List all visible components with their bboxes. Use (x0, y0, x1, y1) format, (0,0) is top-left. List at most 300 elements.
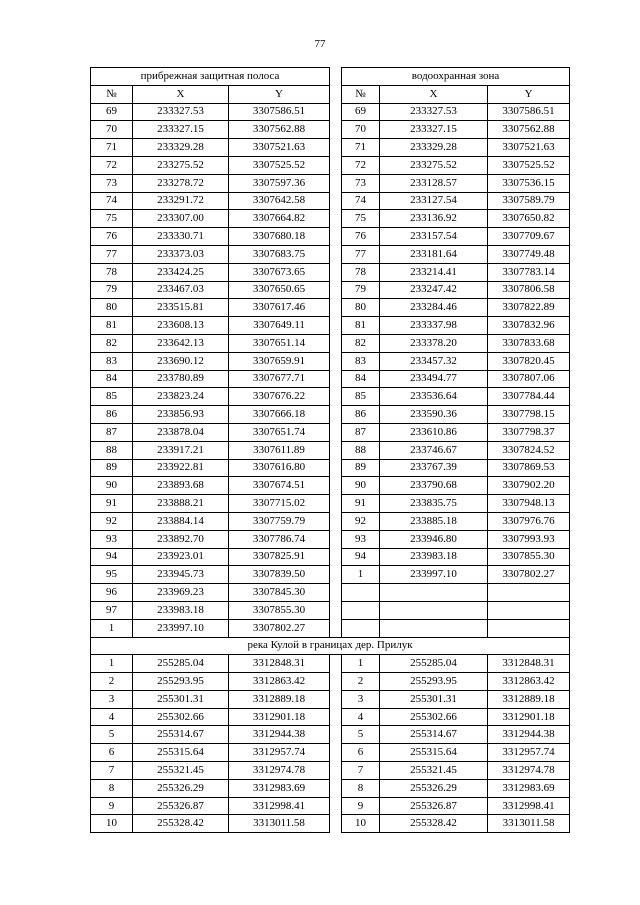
table-row (91, 317, 570, 335)
left-x-cell: 255302.66 (133, 708, 229, 726)
left-num-cell: 88 (91, 441, 133, 459)
left-num-cell: 1 (91, 655, 133, 673)
left-num-cell: 80 (91, 299, 133, 317)
left-x-cell: 233330.71 (133, 228, 229, 246)
left-num-cell: 6 (91, 744, 133, 762)
left-y-header: Y (229, 85, 330, 103)
column-gap (330, 690, 342, 708)
table-row (91, 245, 570, 263)
left-num-cell: 75 (91, 210, 133, 228)
right-y-cell: 3312863.42 (488, 673, 570, 691)
right-num-cell: 8 (342, 779, 380, 797)
table-row (91, 815, 570, 833)
table-row (91, 352, 570, 370)
left-num-cell: 4 (91, 708, 133, 726)
right-x-cell: 255302.66 (380, 708, 488, 726)
left-x-cell: 233945.73 (133, 566, 229, 584)
left-x-cell: 255293.95 (133, 673, 229, 691)
left-x-cell: 233467.03 (133, 281, 229, 299)
coordinates-table (90, 67, 570, 833)
right-section-title: водоохранная зона (342, 68, 570, 86)
left-num-cell: 1 (91, 619, 133, 637)
right-x-header: X (380, 85, 488, 103)
right-num-header: № (342, 85, 380, 103)
right-y-cell: 3307820.45 (488, 352, 570, 370)
right-num-cell: 72 (342, 156, 380, 174)
right-y-cell: 3307525.52 (488, 156, 570, 174)
left-y-cell: 3307562.88 (229, 121, 330, 139)
column-gap (330, 584, 342, 602)
right-num-cell: 80 (342, 299, 380, 317)
left-y-cell: 3307617.46 (229, 299, 330, 317)
section2-header-row (91, 637, 570, 655)
left-y-cell: 3307802.27 (229, 619, 330, 637)
right-y-cell (488, 601, 570, 619)
right-x-cell: 233885.18 (380, 512, 488, 530)
right-x-cell: 233835.75 (380, 495, 488, 513)
right-x-cell: 233275.52 (380, 156, 488, 174)
table-row (91, 690, 570, 708)
table-row (91, 139, 570, 157)
right-y-cell: 3307869.53 (488, 459, 570, 477)
column-gap (330, 423, 342, 441)
right-y-cell: 3307948.13 (488, 495, 570, 513)
right-y-cell: 3312889.18 (488, 690, 570, 708)
left-y-cell: 3307611.89 (229, 441, 330, 459)
right-y-cell: 3307589.79 (488, 192, 570, 210)
table-row (91, 477, 570, 495)
right-num-cell: 1 (342, 566, 380, 584)
right-y-cell (488, 584, 570, 602)
left-y-cell: 3307825.91 (229, 548, 330, 566)
left-y-cell: 3307845.30 (229, 584, 330, 602)
left-y-cell: 3307650.65 (229, 281, 330, 299)
left-x-cell: 233424.25 (133, 263, 229, 281)
left-x-cell: 233278.72 (133, 174, 229, 192)
right-x-cell: 233128.57 (380, 174, 488, 192)
column-gap (330, 85, 342, 103)
left-y-cell: 3313011.58 (229, 815, 330, 833)
left-x-cell: 255326.29 (133, 779, 229, 797)
right-num-cell: 10 (342, 815, 380, 833)
column-gap (330, 762, 342, 780)
table-row (91, 334, 570, 352)
left-x-cell: 233291.72 (133, 192, 229, 210)
right-y-cell: 3307536.15 (488, 174, 570, 192)
left-num-cell: 93 (91, 530, 133, 548)
left-x-cell: 233884.14 (133, 512, 229, 530)
section-header-row (91, 68, 570, 86)
left-x-cell: 233997.10 (133, 619, 229, 637)
column-header-row (91, 85, 570, 103)
right-num-cell: 88 (342, 441, 380, 459)
left-num-cell: 83 (91, 352, 133, 370)
right-num-cell: 85 (342, 388, 380, 406)
left-y-cell: 3307651.74 (229, 423, 330, 441)
left-y-cell: 3312974.78 (229, 762, 330, 780)
table-row (91, 655, 570, 673)
column-gap (330, 68, 342, 86)
table-row (91, 459, 570, 477)
left-num-cell: 94 (91, 548, 133, 566)
left-y-cell: 3307683.75 (229, 245, 330, 263)
left-x-cell: 233275.52 (133, 156, 229, 174)
right-num-cell: 84 (342, 370, 380, 388)
right-x-cell: 233746.67 (380, 441, 488, 459)
right-y-cell: 3307749.48 (488, 245, 570, 263)
right-num-cell: 71 (342, 139, 380, 157)
left-y-cell: 3312957.74 (229, 744, 330, 762)
right-num-cell: 82 (342, 334, 380, 352)
left-y-cell: 3307676.22 (229, 388, 330, 406)
left-y-cell: 3312901.18 (229, 708, 330, 726)
right-x-cell: 255314.67 (380, 726, 488, 744)
right-num-cell: 75 (342, 210, 380, 228)
left-y-cell: 3307759.79 (229, 512, 330, 530)
right-y-header: Y (488, 85, 570, 103)
left-y-cell: 3307715.02 (229, 495, 330, 513)
right-x-cell: 233327.53 (380, 103, 488, 121)
right-y-cell: 3307798.37 (488, 423, 570, 441)
right-x-cell: 233157.54 (380, 228, 488, 246)
column-gap (330, 512, 342, 530)
table-row (91, 299, 570, 317)
right-num-cell: 73 (342, 174, 380, 192)
right-num-cell: 4 (342, 708, 380, 726)
table-row (91, 388, 570, 406)
left-y-cell: 3307680.18 (229, 228, 330, 246)
left-num-cell: 73 (91, 174, 133, 192)
left-num-cell: 77 (91, 245, 133, 263)
left-x-cell: 233917.21 (133, 441, 229, 459)
right-num-cell (342, 619, 380, 637)
right-y-cell: 3307802.27 (488, 566, 570, 584)
right-x-cell: 233997.10 (380, 566, 488, 584)
left-y-cell: 3307642.58 (229, 192, 330, 210)
left-x-cell: 233922.81 (133, 459, 229, 477)
right-y-cell: 3307783.14 (488, 263, 570, 281)
left-y-cell: 3312863.42 (229, 673, 330, 691)
left-num-cell: 5 (91, 726, 133, 744)
left-x-cell: 233780.89 (133, 370, 229, 388)
left-y-cell: 3307839.50 (229, 566, 330, 584)
column-gap (330, 744, 342, 762)
table-row (91, 370, 570, 388)
right-x-cell: 233946.80 (380, 530, 488, 548)
column-gap (330, 281, 342, 299)
table-row (91, 423, 570, 441)
column-gap (330, 477, 342, 495)
table-row (91, 228, 570, 246)
right-x-cell: 233329.28 (380, 139, 488, 157)
left-y-cell: 3307586.51 (229, 103, 330, 121)
left-x-cell: 255285.04 (133, 655, 229, 673)
table-row (91, 797, 570, 815)
left-num-cell: 78 (91, 263, 133, 281)
right-x-cell: 233127.54 (380, 192, 488, 210)
left-num-cell: 8 (91, 779, 133, 797)
right-y-cell: 3307832.96 (488, 317, 570, 335)
left-num-cell: 84 (91, 370, 133, 388)
left-x-cell: 233373.03 (133, 245, 229, 263)
right-num-cell (342, 601, 380, 619)
right-num-cell: 94 (342, 548, 380, 566)
left-x-cell: 233823.24 (133, 388, 229, 406)
left-y-cell: 3307651.14 (229, 334, 330, 352)
column-gap (330, 352, 342, 370)
right-y-cell: 3307798.15 (488, 406, 570, 424)
left-y-cell: 3307649.11 (229, 317, 330, 335)
right-num-cell: 93 (342, 530, 380, 548)
right-x-cell: 233284.46 (380, 299, 488, 317)
left-y-cell: 3307521.63 (229, 139, 330, 157)
table-row (91, 601, 570, 619)
column-gap (330, 708, 342, 726)
left-y-cell: 3312848.31 (229, 655, 330, 673)
column-gap (330, 245, 342, 263)
right-num-cell: 6 (342, 744, 380, 762)
column-gap (330, 779, 342, 797)
right-num-cell: 70 (342, 121, 380, 139)
table-row (91, 744, 570, 762)
right-x-cell: 233181.64 (380, 245, 488, 263)
left-num-cell: 92 (91, 512, 133, 530)
column-gap (330, 139, 342, 157)
left-x-cell: 233893.68 (133, 477, 229, 495)
right-x-cell: 255321.45 (380, 762, 488, 780)
right-y-cell: 3312998.41 (488, 797, 570, 815)
table-row (91, 281, 570, 299)
column-gap (330, 601, 342, 619)
right-y-cell (488, 619, 570, 637)
right-y-cell: 3307709.67 (488, 228, 570, 246)
left-x-cell: 233888.21 (133, 495, 229, 513)
left-y-cell: 3307855.30 (229, 601, 330, 619)
column-gap (330, 441, 342, 459)
right-num-cell: 5 (342, 726, 380, 744)
right-x-cell: 255293.95 (380, 673, 488, 691)
right-x-cell (380, 619, 488, 637)
right-x-cell: 233327.15 (380, 121, 488, 139)
table-row (91, 619, 570, 637)
left-num-cell: 96 (91, 584, 133, 602)
right-y-cell: 3307562.88 (488, 121, 570, 139)
left-num-cell: 10 (91, 815, 133, 833)
left-num-cell: 91 (91, 495, 133, 513)
right-num-cell (342, 584, 380, 602)
left-y-cell: 3307786.74 (229, 530, 330, 548)
right-num-cell: 91 (342, 495, 380, 513)
left-x-cell: 233327.15 (133, 121, 229, 139)
table-row (91, 762, 570, 780)
right-num-cell: 90 (342, 477, 380, 495)
table-row (91, 121, 570, 139)
column-gap (330, 388, 342, 406)
left-num-cell: 71 (91, 139, 133, 157)
left-x-cell: 233923.01 (133, 548, 229, 566)
left-x-cell: 233983.18 (133, 601, 229, 619)
left-num-cell: 9 (91, 797, 133, 815)
right-y-cell: 3312974.78 (488, 762, 570, 780)
column-gap (330, 655, 342, 673)
left-num-cell: 81 (91, 317, 133, 335)
right-x-cell (380, 584, 488, 602)
right-x-cell: 255315.64 (380, 744, 488, 762)
left-y-cell: 3307666.18 (229, 406, 330, 424)
right-x-cell: 255326.87 (380, 797, 488, 815)
column-gap (330, 548, 342, 566)
table-row (91, 174, 570, 192)
column-gap (330, 192, 342, 210)
left-x-cell: 233642.13 (133, 334, 229, 352)
left-num-cell: 82 (91, 334, 133, 352)
column-gap (330, 299, 342, 317)
left-num-cell: 90 (91, 477, 133, 495)
left-num-cell: 97 (91, 601, 133, 619)
right-y-cell: 3307993.93 (488, 530, 570, 548)
left-num-header: № (91, 85, 133, 103)
left-num-cell: 74 (91, 192, 133, 210)
table-row (91, 156, 570, 174)
right-num-cell: 81 (342, 317, 380, 335)
left-num-cell: 69 (91, 103, 133, 121)
left-x-cell: 233856.93 (133, 406, 229, 424)
right-y-cell: 3307824.52 (488, 441, 570, 459)
right-num-cell: 92 (342, 512, 380, 530)
table-row (91, 530, 570, 548)
left-y-cell: 3307597.36 (229, 174, 330, 192)
table-row (91, 512, 570, 530)
right-x-cell: 233610.86 (380, 423, 488, 441)
table-row (91, 708, 570, 726)
right-num-cell: 3 (342, 690, 380, 708)
right-num-cell: 87 (342, 423, 380, 441)
right-x-cell: 233494.77 (380, 370, 488, 388)
right-num-cell: 7 (342, 762, 380, 780)
left-num-cell: 7 (91, 762, 133, 780)
right-num-cell: 76 (342, 228, 380, 246)
left-y-cell: 3307673.65 (229, 263, 330, 281)
right-num-cell: 89 (342, 459, 380, 477)
left-x-cell: 255301.31 (133, 690, 229, 708)
left-y-cell: 3312889.18 (229, 690, 330, 708)
column-gap (330, 121, 342, 139)
table-row (91, 192, 570, 210)
right-y-cell: 3307902.20 (488, 477, 570, 495)
right-num-cell: 69 (342, 103, 380, 121)
left-num-cell: 85 (91, 388, 133, 406)
section2-title: река Кулой в границах дер. Прилук (91, 637, 570, 655)
right-y-cell: 3312983.69 (488, 779, 570, 797)
column-gap (330, 228, 342, 246)
right-x-cell: 255285.04 (380, 655, 488, 673)
right-x-cell: 233536.64 (380, 388, 488, 406)
left-section-title: прибрежная защитная полоса (91, 68, 330, 86)
column-gap (330, 726, 342, 744)
column-gap (330, 530, 342, 548)
table-row (91, 103, 570, 121)
column-gap (330, 673, 342, 691)
table-row (91, 406, 570, 424)
right-num-cell: 86 (342, 406, 380, 424)
left-num-cell: 2 (91, 673, 133, 691)
right-num-cell: 74 (342, 192, 380, 210)
table-row (91, 263, 570, 281)
right-num-cell: 77 (342, 245, 380, 263)
left-num-cell: 79 (91, 281, 133, 299)
column-gap (330, 370, 342, 388)
right-y-cell: 3312848.31 (488, 655, 570, 673)
left-y-cell: 3307659.91 (229, 352, 330, 370)
left-y-cell: 3312983.69 (229, 779, 330, 797)
left-x-cell: 255314.67 (133, 726, 229, 744)
right-x-cell: 233457.32 (380, 352, 488, 370)
right-y-cell: 3307822.89 (488, 299, 570, 317)
table-row (91, 495, 570, 513)
table-row (91, 584, 570, 602)
right-y-cell: 3312957.74 (488, 744, 570, 762)
column-gap (330, 103, 342, 121)
right-y-cell: 3313011.58 (488, 815, 570, 833)
left-x-cell: 233327.53 (133, 103, 229, 121)
left-x-cell: 233690.12 (133, 352, 229, 370)
column-gap (330, 619, 342, 637)
right-num-cell: 2 (342, 673, 380, 691)
left-x-cell: 255328.42 (133, 815, 229, 833)
column-gap (330, 815, 342, 833)
right-y-cell: 3307784.44 (488, 388, 570, 406)
right-y-cell: 3312901.18 (488, 708, 570, 726)
left-num-cell: 72 (91, 156, 133, 174)
column-gap (330, 156, 342, 174)
left-x-cell: 255326.87 (133, 797, 229, 815)
right-x-cell: 233337.98 (380, 317, 488, 335)
column-gap (330, 210, 342, 228)
column-gap (330, 174, 342, 192)
right-y-cell: 3307806.58 (488, 281, 570, 299)
table-row (91, 566, 570, 584)
left-num-cell: 87 (91, 423, 133, 441)
left-x-cell: 255321.45 (133, 762, 229, 780)
right-x-cell: 233590.36 (380, 406, 488, 424)
left-y-cell: 3312944.38 (229, 726, 330, 744)
left-y-cell: 3307616.80 (229, 459, 330, 477)
column-gap (330, 459, 342, 477)
right-y-cell: 3307976.76 (488, 512, 570, 530)
left-y-cell: 3307525.52 (229, 156, 330, 174)
right-num-cell: 83 (342, 352, 380, 370)
right-x-cell: 255301.31 (380, 690, 488, 708)
column-gap (330, 263, 342, 281)
right-x-cell: 255326.29 (380, 779, 488, 797)
right-x-cell: 233247.42 (380, 281, 488, 299)
right-x-cell: 233767.39 (380, 459, 488, 477)
right-x-cell: 233136.92 (380, 210, 488, 228)
left-x-cell: 233969.23 (133, 584, 229, 602)
right-y-cell: 3307586.51 (488, 103, 570, 121)
left-x-cell: 233515.81 (133, 299, 229, 317)
right-x-cell: 233790.68 (380, 477, 488, 495)
left-num-cell: 95 (91, 566, 133, 584)
table-row (91, 673, 570, 691)
right-num-cell: 9 (342, 797, 380, 815)
column-gap (330, 317, 342, 335)
right-y-cell: 3307521.63 (488, 139, 570, 157)
right-x-cell: 233983.18 (380, 548, 488, 566)
left-y-cell: 3312998.41 (229, 797, 330, 815)
left-x-cell: 233878.04 (133, 423, 229, 441)
left-y-cell: 3307674.51 (229, 477, 330, 495)
